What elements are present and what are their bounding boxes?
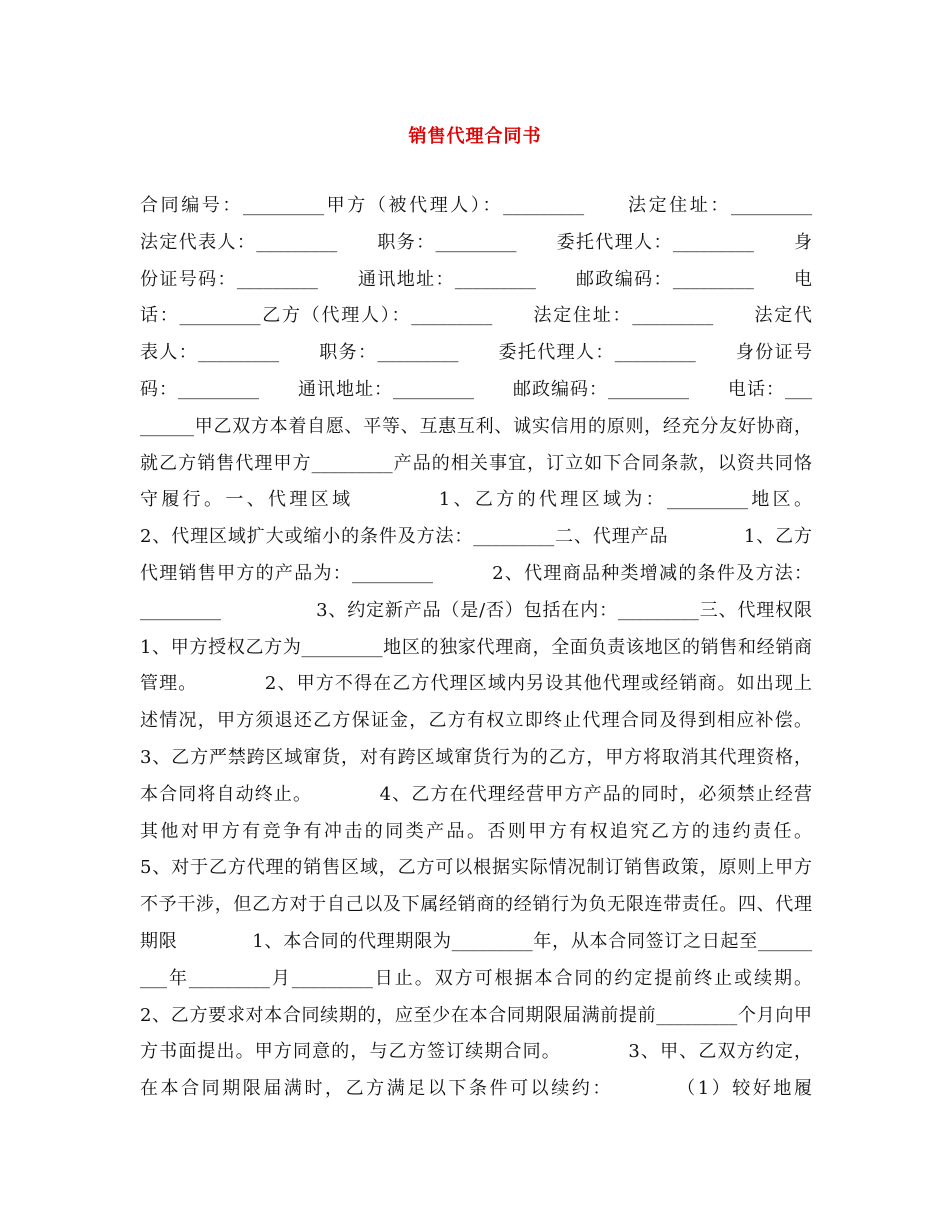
body-line: 表人：_________ 职务：_________ 委托代理人：_________ 身份证号 [140, 342, 812, 364]
body-line: 2、乙方要求对本合同续期的，应至少在本合同期限届满前提前_________个月向甲 [140, 1004, 812, 1026]
document-title: 销售代理合同书 [408, 126, 542, 147]
body-line: 守履行。一、代理区域 1、乙方的代理区域为：_________地区。 [140, 489, 812, 511]
body-line: 本合同将自动终止。 4、乙方在代理经营甲方产品的同时，必须禁止经营 [140, 783, 812, 805]
body-line: 不予干涉，但乙方对于自己以及下属经销商的经销行为负无限连带责任。四、代理 [140, 894, 812, 916]
body-line: 法定代表人：_________ 职务：_________ 委托代理人：_________ 身 [140, 231, 812, 253]
body-line: 1、甲方授权乙方为_________地区的独家代理商，全面负责该地区的销售和经销商 [140, 636, 812, 658]
body-line: ___年_________月_________日止。双方可根据本合同的约定提前终止或续期。 [140, 967, 812, 989]
body-line: 5、对于乙方代理的销售区域，乙方可以根据实际情况制订销售政策，原则上甲方 [140, 857, 812, 879]
body-line: 在本合同期限届满时，乙方满足以下条件可以续约： （1）较好地履 [140, 1078, 812, 1100]
body-line: ______甲乙双方本着自愿、平等、互惠互利、诚实信用的原则，经充分友好协商， [140, 415, 812, 437]
body-line: 期限 1、本合同的代理期限为_________年，从本合同签订之日起至______ [140, 930, 812, 952]
body-line: 码：_________ 通讯地址：_________ 邮政编码：_________ 电话：___ [140, 378, 812, 400]
body-line: 方书面提出。甲方同意的，与乙方签订续期合同。 3、甲、乙双方约定， [140, 1041, 812, 1063]
body-line: 代理销售甲方的产品为：_________ 2、代理商品种类增减的条件及方法： [140, 562, 812, 584]
body-line: 2、代理区域扩大或缩小的条件及方法：_________二、代理产品 1、乙方 [140, 526, 812, 548]
body-line: 就乙方销售代理甲方_________产品的相关事宜，订立如下合同条款，以资共同恪 [140, 452, 812, 474]
body-line: 话：_________乙方（代理人）：_________ 法定住址：_________ 法定代 [140, 305, 812, 327]
body-line: 份证号码：_________ 通讯地址：_________ 邮政编码：_________ 电 [140, 268, 812, 290]
body-line: 3、乙方严禁跨区域窜货，对有跨区域窜货行为的乙方，甲方将取消其代理资格， [140, 746, 812, 768]
body-line: 合同编号：_________甲方（被代理人）：_________ 法定住址：_________ [140, 195, 812, 216]
body-line: 述情况，甲方须退还乙方保证金，乙方有权立即终止代理合同及得到相应补偿。 [140, 710, 812, 732]
body-line: 其他对甲方有竞争有冲击的同类产品。否则甲方有权追究乙方的违约责任。 [140, 820, 812, 842]
contract-body [140, 188, 812, 1108]
body-line: _________ 3、约定新产品（是/否）包括在内：_________三、代理权限 [140, 599, 812, 621]
body-line: 管理。 2、甲方不得在乙方代理区域内另设其他代理或经销商。如出现上 [140, 673, 812, 695]
